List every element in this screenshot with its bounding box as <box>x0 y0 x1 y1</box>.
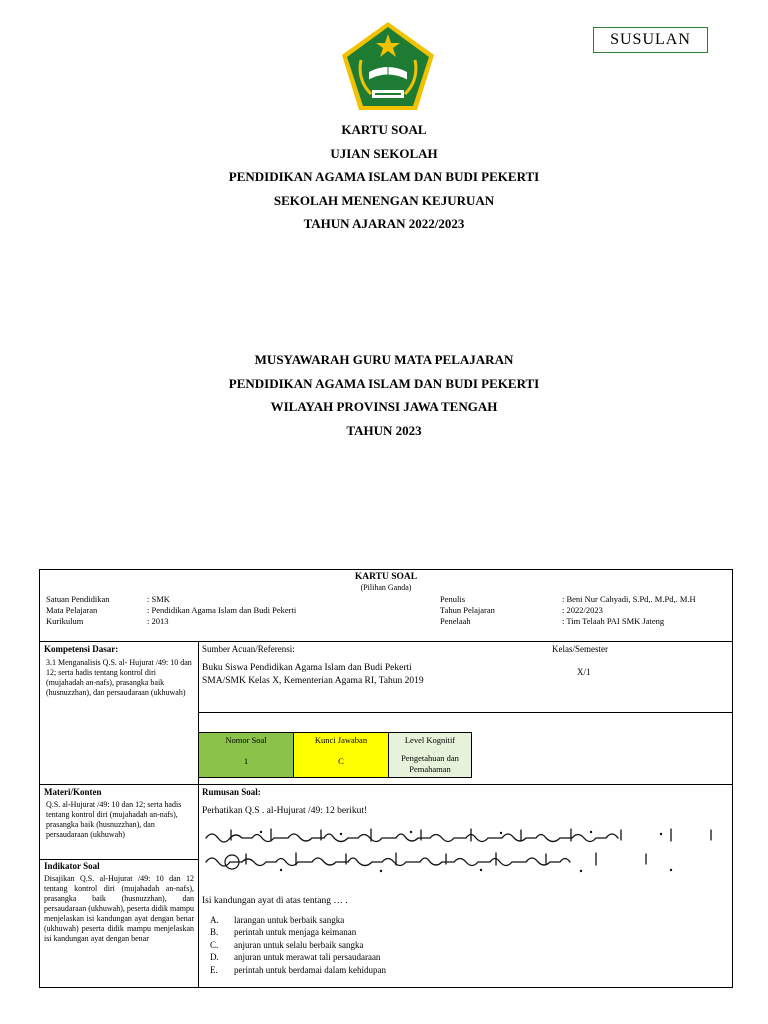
susulan-badge: SUSULAN <box>593 27 708 53</box>
quran-verse-image <box>201 826 729 876</box>
materi-label: Materi/Konten <box>44 787 102 797</box>
info-value: : SMK <box>147 594 170 604</box>
heading-line: MUSYAWARAH GURU MATA PELAJARAN <box>254 352 514 367</box>
rumusan-intro: Perhatikan Q.S . al-Hujurat /49: 12 berikut! <box>202 806 368 816</box>
info-label: Mata Pelajaran <box>46 605 98 615</box>
option-letter: B. <box>210 927 219 937</box>
kompetensi-label: Kompetensi Dasar: <box>44 644 119 654</box>
info-label: Tahun Pelajaran <box>440 605 495 615</box>
nomor-soal-label: Nomor Soal <box>225 735 267 745</box>
kelas-value: X/1 <box>577 667 591 677</box>
heading-line: TAHUN 2023 <box>346 422 422 438</box>
info-label: Satuan Pendidikan <box>46 594 110 604</box>
info-value: : 2022/2023 <box>562 605 603 615</box>
card-title: KARTU SOAL <box>354 572 418 582</box>
option-letter: A. <box>210 915 219 925</box>
materi-text: Q.S. al-Hujurat /49: 10 dan 12; serta hadis tentang kontrol diri (mujahadah an-nafs), prasangka baik (husnuzzhan), dan persaudaraan (ukhuwah) <box>46 800 182 839</box>
kunci-jawaban-label: Kunci Jawaban <box>314 735 368 745</box>
sumber-text: Buku Siswa Pendidikan Agama Islam dan Budi Pekerti SMA/SMK Kelas X, Kementerian Agama RI, Tahun 2019 <box>202 663 424 686</box>
info-label: Kurikulum <box>46 616 84 626</box>
nomor-soal-value: 1 <box>243 756 249 766</box>
card-subtitle: (Pilihan Ganda) <box>360 583 412 592</box>
option-text: perintah untuk berdamai dalam kehidupan <box>234 965 386 975</box>
level-kognitif-cell <box>388 732 472 778</box>
info-value: : Beni Nur Cahyadi, S.Pd,. M.Pd,. M.H <box>562 594 696 604</box>
heading-line: UJIAN SEKOLAH <box>330 145 438 161</box>
option-text: anjuran untuk merawat tali persaudaraan <box>234 952 381 962</box>
heading-line: TAHUN AJARAN 2022/2023 <box>303 216 465 231</box>
info-value: : Tim Telaah PAI SMK Jateng <box>562 616 665 626</box>
info-label: Penulis <box>440 594 466 604</box>
rumusan-label: Rumusan Soal: <box>202 787 261 797</box>
question-card <box>39 569 733 988</box>
level-kognitif-value: Pengetahuan dan Pemahaman <box>401 753 459 774</box>
kunci-jawaban-value: C <box>338 756 344 766</box>
option-letter: C. <box>210 940 219 950</box>
option-text: larangan untuk berbaik sangka <box>234 915 345 925</box>
heading-mid <box>0 348 768 442</box>
indikator-label: Indikator Soal <box>44 861 100 871</box>
ministry-logo <box>339 20 437 112</box>
option-letter: E. <box>210 965 218 975</box>
sumber-label: Sumber Acuan/Referensi: <box>202 644 295 654</box>
info-label: Penelaah <box>440 616 471 626</box>
option-text: anjuran untuk selalu berbaik sangka <box>234 940 364 950</box>
option-text: perintah untuk menjaga keimanan <box>234 927 357 937</box>
level-kognitif-label: Level Kognitif <box>404 735 456 745</box>
indikator-text: Disajikan Q.S. al-Hujurat /49: 10 dan 12 tentang kontrol diri (mujahadah an-nafs), prasangka baik (husnuzzhan), dan persaudaraan (ukhuwah), peserta didik mampu menjelaskan isi kandungan ayat dengan benar (ukhuwah) peserta didik mampu menjelaskan isi kandungan ayat dengan benar <box>44 874 194 943</box>
info-value: : 2013 <box>147 616 169 626</box>
heading-line: KARTU SOAL <box>341 122 427 137</box>
heading-line: WILAYAH PROVINSI JAWA TENGAH <box>270 399 498 414</box>
question-text: Isi kandungan ayat di atas tentang … . <box>202 896 348 906</box>
heading-top <box>0 118 768 236</box>
heading-line: PENDIDIKAN AGAMA ISLAM DAN BUDI PEKERTI <box>228 169 540 184</box>
option-letter: D. <box>210 952 219 962</box>
kelas-label: Kelas/Semester <box>552 644 608 654</box>
heading-line: PENDIDIKAN AGAMA ISLAM DAN BUDI PEKERTI <box>228 375 540 391</box>
kunci-jawaban-cell <box>293 732 389 778</box>
kompetensi-text: 3.1 Menganalisis Q.S. al- Hujurat /49: 10 dan 12; serta hadis tentang kontrol diri (mujahadah an-nafs), prasangka baik (husnuzzhan), dan persaudaraan (ukhuwah) <box>46 658 192 697</box>
nomor-soal-cell <box>198 732 294 778</box>
heading-line: SEKOLAH MENENGAN KEJURUAN <box>273 192 495 208</box>
info-value: : Pendidikan Agama Islam dan Budi Pekerti <box>147 605 297 615</box>
